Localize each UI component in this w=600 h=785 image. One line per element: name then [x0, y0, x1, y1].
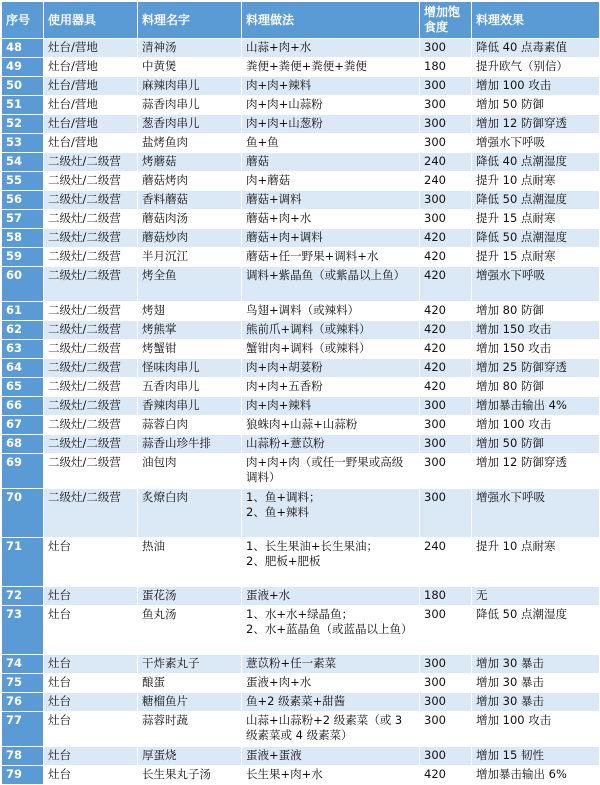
- row-dish-name: 蛋花汤: [138, 587, 242, 606]
- recipe-line: 鸟翅+调料（或辣料）: [246, 303, 360, 317]
- row-satiety: 300: [420, 191, 472, 210]
- row-recipe: [242, 712, 420, 747]
- table-row: [2, 96, 600, 115]
- row-dish-name: 热油: [138, 538, 242, 587]
- row-tool: 二级灶/二级营: [44, 191, 138, 210]
- row-dish-name: 中黄煲: [138, 58, 242, 77]
- table-body: [2, 39, 600, 785]
- row-recipe: [242, 153, 420, 172]
- row-recipe: [242, 172, 420, 191]
- row-number: 54: [2, 153, 44, 172]
- row-number: 64: [2, 359, 44, 378]
- row-number: 63: [2, 340, 44, 359]
- row-satiety: 420: [420, 359, 472, 378]
- row-effect: 增加 80 防御: [472, 302, 600, 321]
- table-row: [2, 766, 600, 785]
- row-effect: 增强水下呼吸: [472, 134, 600, 153]
- row-dish-name: 麻辣肉串儿: [138, 77, 242, 96]
- recipe-line: 蘑菇: [246, 154, 269, 168]
- row-recipe: [242, 210, 420, 229]
- recipe-line: 山蒜+肉+水: [246, 40, 312, 54]
- row-tool: 二级灶/二级营: [44, 153, 138, 172]
- row-dish-name: 半月沉江: [138, 248, 242, 267]
- row-number: 70: [2, 489, 44, 538]
- table-row: [2, 248, 600, 267]
- recipe-line: 肉+肉+山葱粉: [246, 116, 323, 130]
- recipe-line: 级素菜或 4 级素菜）: [246, 728, 353, 742]
- row-dish-name: 怪味肉串儿: [138, 359, 242, 378]
- row-tool: 灶台/营地: [44, 115, 138, 134]
- row-satiety: 180: [420, 587, 472, 606]
- row-number: 53: [2, 134, 44, 153]
- row-number: 67: [2, 416, 44, 435]
- row-recipe: [242, 340, 420, 359]
- row-recipe: [242, 435, 420, 454]
- row-effect: 降低 50 点潮湿度: [472, 606, 600, 655]
- header-tool: 使用器具: [44, 2, 138, 39]
- row-effect: 降低 50 点潮湿度: [472, 229, 600, 248]
- row-satiety: 300: [420, 435, 472, 454]
- row-tool: 二级灶/二级营: [44, 359, 138, 378]
- table-row: [2, 115, 600, 134]
- row-satiety: 300: [420, 134, 472, 153]
- row-number: 62: [2, 321, 44, 340]
- row-satiety: 420: [420, 321, 472, 340]
- row-number: 74: [2, 655, 44, 674]
- row-effect: 降低 50 点潮湿度: [472, 191, 600, 210]
- row-recipe: [242, 229, 420, 248]
- recipe-line: 长生果+肉+水: [246, 767, 323, 781]
- row-tool: 灶台: [44, 747, 138, 766]
- table-row: [2, 416, 600, 435]
- row-dish-name: 炙燎白肉: [138, 489, 242, 538]
- header-recipe: 料理做法: [242, 2, 420, 39]
- recipe-line: 薏苡粉+任一素菜: [246, 656, 337, 670]
- row-recipe: [242, 96, 420, 115]
- row-effect: 增加 150 攻击: [472, 321, 600, 340]
- recipe-line: 肉+肉+辣料: [246, 398, 312, 412]
- row-recipe: [242, 606, 420, 655]
- row-tool: 二级灶/二级营: [44, 172, 138, 191]
- recipe-line: 2、肥板+肥板: [246, 554, 321, 568]
- row-tool: 二级灶/二级营: [44, 302, 138, 321]
- row-tool: 二级灶/二级营: [44, 416, 138, 435]
- row-dish-name: 油包肉: [138, 454, 242, 489]
- table-row: [2, 693, 600, 712]
- row-satiety: 240: [420, 172, 472, 191]
- row-dish-name: 烤蟹钳: [138, 340, 242, 359]
- row-satiety: 300: [420, 693, 472, 712]
- row-effect: 提升 10 点耐寒: [472, 172, 600, 191]
- table-row: [2, 267, 600, 302]
- row-tool: 二级灶/二级营: [44, 248, 138, 267]
- row-effect: 无: [472, 587, 600, 606]
- row-tool: 二级灶/二级营: [44, 210, 138, 229]
- row-dish-name: 盐烤鱼肉: [138, 134, 242, 153]
- table-row: [2, 674, 600, 693]
- row-number: 66: [2, 397, 44, 416]
- row-number: 60: [2, 267, 44, 302]
- row-effect: 增加 50 防御: [472, 435, 600, 454]
- row-satiety: 300: [420, 712, 472, 747]
- table-row: [2, 606, 600, 655]
- row-recipe: [242, 77, 420, 96]
- recipe-line: 蛋液+肉+水: [246, 675, 312, 689]
- recipe-line: 肉+肉+胡荽粉: [246, 360, 323, 374]
- row-tool: 灶台: [44, 712, 138, 747]
- row-number: 58: [2, 229, 44, 248]
- row-satiety: 300: [420, 397, 472, 416]
- row-recipe: [242, 115, 420, 134]
- row-recipe: [242, 655, 420, 674]
- recipe-line: 1、长生果油+长生果油；: [246, 539, 378, 553]
- row-recipe: [242, 674, 420, 693]
- row-number: 75: [2, 674, 44, 693]
- row-tool: 灶台: [44, 693, 138, 712]
- row-dish-name: 烤熊掌: [138, 321, 242, 340]
- header-satiety: 增加饱食度: [420, 2, 472, 39]
- row-satiety: 300: [420, 96, 472, 115]
- header-effect: 料理效果: [472, 2, 600, 39]
- row-dish-name: 鱼丸汤: [138, 606, 242, 655]
- row-recipe: [242, 378, 420, 397]
- row-number: 51: [2, 96, 44, 115]
- row-recipe: [242, 693, 420, 712]
- row-number: 61: [2, 302, 44, 321]
- row-number: 49: [2, 58, 44, 77]
- recipe-line: 蛋液+水: [246, 588, 291, 602]
- row-number: 68: [2, 435, 44, 454]
- row-satiety: 300: [420, 489, 472, 538]
- row-effect: 增加 50 防御: [472, 96, 600, 115]
- row-satiety: 420: [420, 378, 472, 397]
- recipe-line: 蘑菇+肉+水: [246, 211, 312, 225]
- row-number: 50: [2, 77, 44, 96]
- row-recipe: [242, 397, 420, 416]
- table-row: [2, 321, 600, 340]
- table-row: [2, 655, 600, 674]
- row-recipe: [242, 39, 420, 58]
- recipe-line: 山蒜+山蒜粉+2 级素菜（或 3: [246, 713, 403, 727]
- row-number: 78: [2, 747, 44, 766]
- recipe-line: 蟹钳肉+调料（或辣料）: [246, 341, 371, 355]
- row-tool: 灶台: [44, 587, 138, 606]
- table-row: [2, 359, 600, 378]
- table-row: [2, 378, 600, 397]
- row-satiety: 420: [420, 248, 472, 267]
- table-row: [2, 77, 600, 96]
- recipe-line: 肉+肉+肉（或任一野果或高级: [246, 455, 404, 469]
- row-tool: 灶台: [44, 606, 138, 655]
- row-number: 52: [2, 115, 44, 134]
- row-recipe: [242, 454, 420, 489]
- header-no: 序号: [2, 2, 44, 39]
- row-satiety: 420: [420, 766, 472, 785]
- table-row: [2, 712, 600, 747]
- row-dish-name: 长生果丸子汤: [138, 766, 242, 785]
- row-tool: 灶台/营地: [44, 96, 138, 115]
- row-satiety: 300: [420, 416, 472, 435]
- row-satiety: 300: [420, 606, 472, 655]
- table-row: [2, 747, 600, 766]
- row-number: 48: [2, 39, 44, 58]
- recipe-line: 肉+肉+辣料: [246, 78, 312, 92]
- row-recipe: [242, 538, 420, 587]
- row-recipe: [242, 321, 420, 340]
- row-number: 57: [2, 210, 44, 229]
- recipe-table-container: [1, 1, 599, 785]
- row-satiety: 300: [420, 115, 472, 134]
- recipe-line: 蘑菇+肉+调料: [246, 230, 323, 244]
- recipe-line: 肉+肉+山蒜粉: [246, 97, 323, 111]
- recipe-line: 蛋液+蛋液: [246, 748, 302, 762]
- row-number: 79: [2, 766, 44, 785]
- row-dish-name: 葱香肉串儿: [138, 115, 242, 134]
- row-effect: 增加 150 攻击: [472, 340, 600, 359]
- row-tool: 二级灶/二级营: [44, 267, 138, 302]
- row-dish-name: 厚蛋烧: [138, 747, 242, 766]
- row-number: 65: [2, 378, 44, 397]
- row-number: 55: [2, 172, 44, 191]
- recipe-line: 狼蛛肉+山蒜+山蒜粉: [246, 417, 358, 431]
- row-satiety: 240: [420, 538, 472, 587]
- row-tool: 灶台/营地: [44, 77, 138, 96]
- row-tool: 灶台/营地: [44, 39, 138, 58]
- row-dish-name: 五香肉串儿: [138, 378, 242, 397]
- row-tool: 灶台: [44, 766, 138, 785]
- row-tool: 二级灶/二级营: [44, 378, 138, 397]
- row-effect: 增加暴击输出 4%: [472, 397, 600, 416]
- row-dish-name: 蘑菇烤肉: [138, 172, 242, 191]
- row-recipe: [242, 248, 420, 267]
- table-row: [2, 538, 600, 587]
- row-effect: 增加 25 防御穿透: [472, 359, 600, 378]
- row-effect: 增加暴击输出 6%: [472, 766, 600, 785]
- row-tool: 二级灶/二级营: [44, 321, 138, 340]
- row-tool: 二级灶/二级营: [44, 397, 138, 416]
- recipe-line: 蘑菇+任一野果+调料+水: [246, 249, 379, 263]
- row-satiety: 300: [420, 77, 472, 96]
- recipe-line: 2、鱼+辣料: [246, 505, 309, 519]
- row-recipe: [242, 134, 420, 153]
- row-number: 72: [2, 587, 44, 606]
- row-recipe: [242, 489, 420, 538]
- recipe-line: 调料）: [246, 470, 281, 484]
- row-recipe: [242, 359, 420, 378]
- row-effect: 提升欧气（别信）: [472, 58, 600, 77]
- row-satiety: 300: [420, 210, 472, 229]
- row-satiety: 420: [420, 302, 472, 321]
- row-dish-name: 酿蛋: [138, 674, 242, 693]
- row-dish-name: 蒜香山珍牛排: [138, 435, 242, 454]
- row-effect: 增加 100 攻击: [472, 77, 600, 96]
- row-satiety: 420: [420, 340, 472, 359]
- row-tool: 二级灶/二级营: [44, 340, 138, 359]
- row-satiety: 180: [420, 58, 472, 77]
- row-tool: 灶台: [44, 674, 138, 693]
- row-effect: 增加 100 攻击: [472, 712, 600, 747]
- row-number: 73: [2, 606, 44, 655]
- table-row: [2, 454, 600, 489]
- row-satiety: 300: [420, 747, 472, 766]
- table-row: [2, 153, 600, 172]
- table-row: [2, 210, 600, 229]
- row-dish-name: 蒜蓉白肉: [138, 416, 242, 435]
- row-dish-name: 香料蘑菇: [138, 191, 242, 210]
- table-row: [2, 302, 600, 321]
- row-number: 77: [2, 712, 44, 747]
- row-recipe: [242, 766, 420, 785]
- row-satiety: 300: [420, 674, 472, 693]
- row-effect: 提升 15 点耐寒: [472, 248, 600, 267]
- table-row: [2, 58, 600, 77]
- row-satiety: 240: [420, 153, 472, 172]
- recipe-line: 蘑菇+调料: [246, 192, 302, 206]
- table-row: [2, 397, 600, 416]
- row-dish-name: 蘑菇炒肉: [138, 229, 242, 248]
- row-effect: 增加 30 暴击: [472, 674, 600, 693]
- row-effect: 增强水下呼吸: [472, 267, 600, 302]
- row-tool: 二级灶/二级营: [44, 435, 138, 454]
- recipe-line: 鱼+鱼: [246, 135, 279, 149]
- recipe-line: 山蒜粉+薏苡粉: [246, 436, 325, 450]
- recipe-line: 1、鱼+调料；: [246, 490, 321, 504]
- table-row: [2, 134, 600, 153]
- row-recipe: [242, 587, 420, 606]
- row-number: 71: [2, 538, 44, 587]
- recipe-line: 肉+蘑菇: [246, 173, 291, 187]
- row-satiety: 300: [420, 655, 472, 674]
- row-dish-name: 清神汤: [138, 39, 242, 58]
- row-tool: 灶台: [44, 538, 138, 587]
- row-dish-name: 蘑菇肉汤: [138, 210, 242, 229]
- row-satiety: 300: [420, 39, 472, 58]
- row-effect: 增加 30 暴击: [472, 693, 600, 712]
- row-recipe: [242, 58, 420, 77]
- row-dish-name: 干炸素丸子: [138, 655, 242, 674]
- row-dish-name: 烤蘑菇: [138, 153, 242, 172]
- row-recipe: [242, 191, 420, 210]
- row-tool: 二级灶/二级营: [44, 229, 138, 248]
- header-name: 料理名字: [138, 2, 242, 39]
- row-effect: 降低 40 点潮湿度: [472, 153, 600, 172]
- row-effect: 增加 12 防御穿透: [472, 454, 600, 489]
- row-number: 69: [2, 454, 44, 489]
- row-recipe: [242, 267, 420, 302]
- row-dish-name: 蒜蓉时蔬: [138, 712, 242, 747]
- row-effect: 增加 30 暴击: [472, 655, 600, 674]
- row-dish-name: 蒜香肉串儿: [138, 96, 242, 115]
- row-effect: 增强水下呼吸: [472, 489, 600, 538]
- row-tool: 灶台/营地: [44, 134, 138, 153]
- row-number: 59: [2, 248, 44, 267]
- row-effect: 降低 40 点毒素值: [472, 39, 600, 58]
- table-row: [2, 172, 600, 191]
- recipe-line: 鱼+2 级素菜+甜酱: [246, 694, 346, 708]
- recipe-table: [1, 1, 600, 785]
- recipe-line: 1、水+水+绿晶鱼；: [246, 607, 354, 621]
- row-effect: 增加 80 防御: [472, 378, 600, 397]
- row-tool: 二级灶/二级营: [44, 454, 138, 489]
- row-tool: 二级灶/二级营: [44, 489, 138, 538]
- row-tool: 灶台: [44, 655, 138, 674]
- recipe-line: 肉+肉+五香粉: [246, 379, 323, 393]
- row-recipe: [242, 302, 420, 321]
- row-satiety: 420: [420, 267, 472, 302]
- row-effect: 提升 15 点耐寒: [472, 210, 600, 229]
- recipe-line: 调料+紫晶鱼（或紫晶以上鱼）: [246, 268, 406, 282]
- table-row: [2, 191, 600, 210]
- row-satiety: 420: [420, 229, 472, 248]
- row-effect: 增加 15 韧性: [472, 747, 600, 766]
- table-header: [2, 2, 600, 39]
- row-recipe: [242, 747, 420, 766]
- row-number: 56: [2, 191, 44, 210]
- recipe-line: 粪便+粪便+粪便+粪便: [246, 59, 367, 73]
- table-row: [2, 340, 600, 359]
- row-effect: 增加 100 攻击: [472, 416, 600, 435]
- row-dish-name: 烤全鱼: [138, 267, 242, 302]
- row-dish-name: 香辣肉串儿: [138, 397, 242, 416]
- table-row: [2, 39, 600, 58]
- row-dish-name: 烤翅: [138, 302, 242, 321]
- row-satiety: 300: [420, 454, 472, 489]
- table-row: [2, 229, 600, 248]
- row-number: 76: [2, 693, 44, 712]
- table-row: [2, 587, 600, 606]
- row-effect: 提升 10 点耐寒: [472, 538, 600, 587]
- row-dish-name: 糖榴鱼片: [138, 693, 242, 712]
- table-row: [2, 489, 600, 538]
- row-effect: 增加 12 防御穿透: [472, 115, 600, 134]
- row-tool: 灶台/营地: [44, 58, 138, 77]
- table-row: [2, 435, 600, 454]
- row-recipe: [242, 416, 420, 435]
- recipe-line: 2、水+蓝晶鱼（或蓝晶以上鱼）: [246, 622, 413, 636]
- recipe-line: 熊前爪+调料（或辣料）: [246, 322, 371, 336]
